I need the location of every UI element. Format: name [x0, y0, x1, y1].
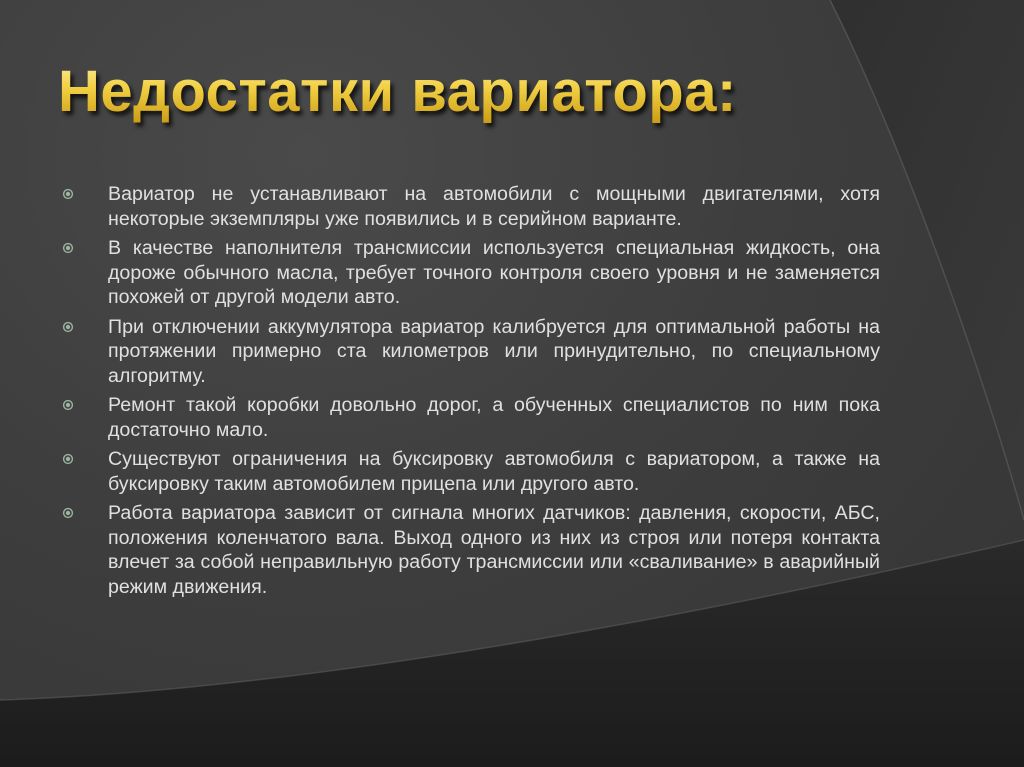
list-item — [62, 315, 880, 389]
circle-bullet-icon — [62, 182, 108, 206]
slide-title: Недостатки вариатора: — [58, 59, 737, 124]
circle-bullet-icon — [62, 236, 108, 260]
list-item — [62, 501, 880, 599]
list-item — [62, 182, 880, 231]
list-item — [62, 236, 880, 310]
bullet-text: Вариатор не устанавливают на автомобили с мощными двигателями, хотя некоторые экземпляры уже появились и в серийном варианте. — [108, 183, 880, 230]
bullet-list — [62, 182, 880, 604]
bullet-text: Работа вариатора зависит от сигнала многих датчиков: давления, скорости, АБС, положения коленчатого вала. Выход одного из них из строя или потеря контакта влечет за собой неправильную работу трансмиссии или «сваливание» в аварийный режим движения. — [108, 502, 880, 598]
bullet-text: При отключении аккумулятора вариатор калибруется для оптимальной работы на протяжении примерно ста километров или принудительно, по специальному алгоритму. — [108, 315, 880, 387]
list-item — [62, 447, 880, 496]
list-item — [62, 393, 880, 442]
bullet-text: Существуют ограничения на буксировку автомобиля с вариатором, а также на буксировку таким автомобилем прицепа или другого авто. — [108, 448, 880, 495]
circle-bullet-icon — [62, 501, 108, 525]
bullet-text: В качестве наполнителя трансмиссии используется специальная жидкость, она дороже обычного масла, требует точного контроля своего уровня и не заменяется похожей от другой модели авто. — [108, 237, 880, 308]
bullet-text: Ремонт такой коробки довольно дорог, а обученных специалистов по ним пока достаточно мало. — [108, 394, 880, 441]
circle-bullet-icon — [62, 315, 108, 339]
circle-bullet-icon — [62, 393, 108, 417]
circle-bullet-icon — [62, 447, 108, 471]
